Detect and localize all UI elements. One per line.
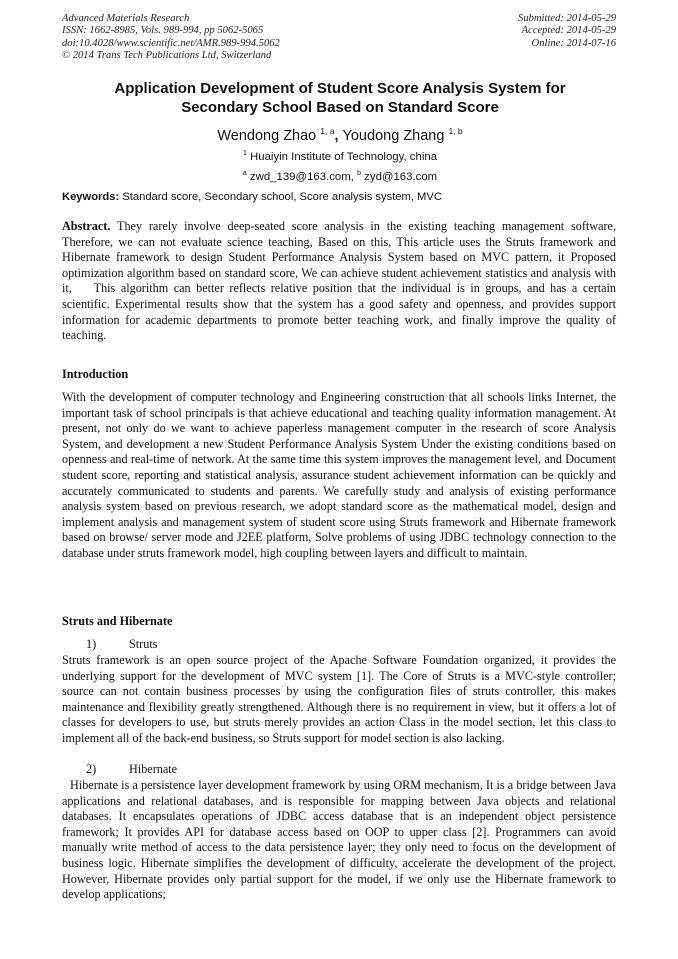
dates-metadata [518, 13, 616, 50]
author-affiliation-mark: 1, a [320, 126, 335, 136]
author-name: Wendong Zhao [217, 128, 317, 144]
subsection-number: 2) [86, 762, 97, 776]
abstract-label: Abstract. [62, 219, 111, 233]
section-heading-introduction: Introduction [62, 367, 129, 381]
subsection-title: Struts [129, 637, 158, 651]
affiliation-text: Huaiyin Institute of Technology, china [250, 151, 438, 163]
doi-line: doi:10.4028/www.scientific.net/AMR.989-994.5062 [62, 37, 280, 49]
email-mark-b: b [357, 169, 361, 177]
issn-line: ISSN: 1662-8985, Vols. 989-994, pp 5062-5065 [62, 25, 264, 37]
email-line [60, 166, 620, 186]
author-separator: , [334, 128, 343, 144]
author-list [60, 122, 620, 145]
accepted-date: Accepted: 2014-05-29 [521, 25, 616, 37]
subsection-heading-hibernate [62, 762, 177, 778]
email-a: zwd_139@163.com, [249, 170, 354, 183]
subsection-heading-struts [62, 637, 157, 653]
hibernate-paragraph: Hibernate is a persistence layer development framework by using ORM mechanism, It is a bridge between Java applications and relational databases, and is responsible for mapping between Java objects and relational databases. It encapsulates operations of JDBC access database that is an independent object persistence framework; It provides API for database access based on OOP to upper class [2]. Programmers can avoid manually write method of access to the data persistence layer; they only need to focus on the development of business logic. Hibernate simplifies the development of difficulty, accelerate the development of the project. However, Hibernate provides only partial support for the model, if we only use the Hibernate framework to develop applications; [62, 778, 616, 902]
title-line-2: Secondary School Based on Standard Score [181, 98, 499, 116]
paper-title [60, 80, 620, 117]
affiliation-block [60, 146, 620, 185]
affiliation-mark: 1 [242, 150, 247, 157]
submitted-date: Submitted: 2014-05-29 [518, 13, 616, 24]
struts-paragraph: Struts framework is an open source project of the Apache Software Foundation organized, it provides the underlying support for the development of MVC system [1]. The Core of Struts is a MVC-style controller; source can not contain business processes by using the configuration files of struts controller, this makes maintenance and flexibility greatly strengthened. Although there is no requirement in view, but it offers a lot of classes for developers to use, but struts merely provides an action Class in the model section, let this class to implement all of the back-end business, so Struts support for model section is also lacking. [62, 653, 616, 745]
title-line-1: Application Development of Student Score Analysis System for [114, 80, 566, 97]
author-affiliation-mark: 1, b [448, 126, 463, 136]
abstract-paragraph [62, 219, 620, 344]
author-name: Youdong Zhang [342, 128, 445, 144]
subsection-number: 1) [86, 637, 97, 651]
keywords-text: Standard score, Secondary school, Score analysis system, MVC [122, 191, 442, 203]
online-date: Online: 2014-07-16 [531, 37, 616, 49]
abstract-text: They rarely involve deep-seated score analysis in the existing teaching management software, Therefore, we can not evaluate science teaching, Based on this, This article uses the Struts framework and Hibernate framework to design Student Performance Analysis System based on MVC pattern, it Proposed optimization algorithm based on standard score, We can achieve student achievement statistics and analysis with it, This algorithm can better reflects relative position that the individual is in groups, and has a certain scientific. Experimental results show that the system has a good safety and openness, and provides support information for academic departments to promote better teaching work, and finally improve the quality of teaching. [62, 219, 620, 343]
section-heading-struts-hibernate: Struts and Hibernate [62, 614, 173, 628]
affiliation-line [60, 146, 620, 166]
copyright-line: © 2014 Trans Tech Publications Ltd, Switzerland [62, 49, 272, 61]
journal-name: Advanced Materials Research [62, 13, 190, 24]
introduction-paragraph: With the development of computer technology and Engineering construction that all schools links Internet, the important task of school principals is that achieve educational and teaching quality information management. At present, not only do we want to achieve paperless management computer in the research of score Analysis System, and development a new Student Performance Analysis System Under the existing conditions based on openness and real-time of network. At the same time this system improves the management level, and Document student score, reporting and statistical analysis, assurance student achievement information can be quickly and accurately communicated to students and parents. We carefully study and analysis of existing performance analysis system based on previous research, we adopt standard score as the mathematical model, design and implement analysis and management system of student score using Struts framework and Hibernate framework based on browse/ server mode and J2EE platform, Solve problems of using JDBC technology connection to the database under struts framework model, high coupling between layers and difficult to maintain. [62, 390, 616, 560]
subsection-title: Hibernate [129, 762, 178, 776]
email-b: zyd@163.com [364, 170, 438, 183]
email-mark-a: a [242, 169, 247, 177]
journal-metadata [62, 13, 280, 62]
keywords-label: Keywords: [62, 191, 120, 203]
keywords-line [62, 190, 616, 204]
